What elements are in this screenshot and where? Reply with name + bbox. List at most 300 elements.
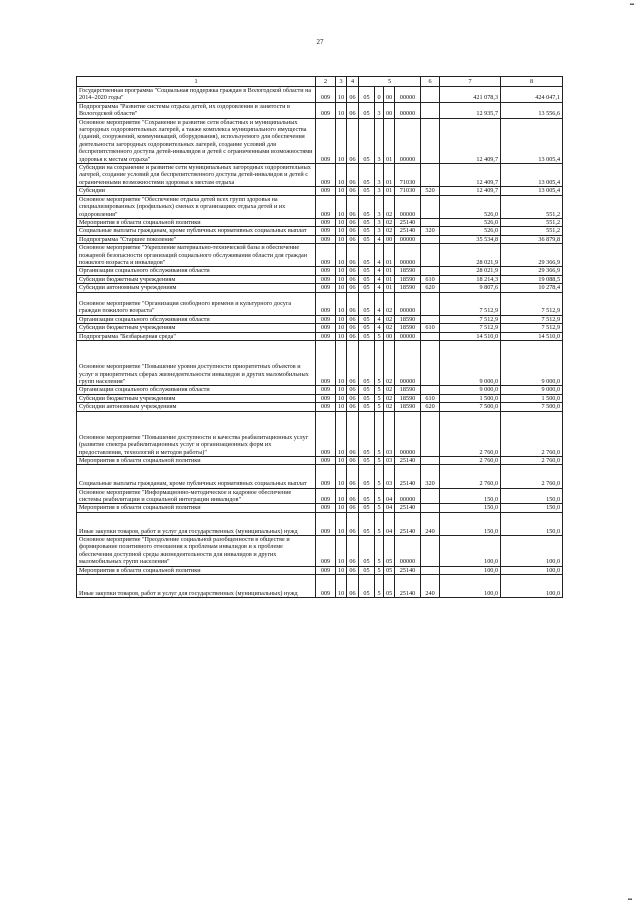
row-expense-type: [421, 164, 440, 187]
row-amount-2020: 2 760,0: [501, 411, 563, 456]
row-program-code: 05: [359, 118, 375, 163]
row-subsection: 06: [347, 164, 359, 187]
table-row: [77, 164, 563, 187]
budget-table: [76, 76, 563, 598]
row-subprogram-code: 5: [375, 394, 384, 402]
row-expense-type: [421, 504, 440, 512]
row-subsection: 06: [347, 284, 359, 292]
row-subsection: 06: [347, 244, 359, 267]
row-admin-code: 009: [316, 87, 336, 103]
row-subprogram-code: 4: [375, 275, 384, 283]
row-amount-2020: 100,0: [501, 575, 563, 598]
row-direction-code: 00000: [395, 411, 421, 456]
table-row: [77, 403, 563, 411]
row-amount-2020: 424 047,1: [501, 87, 563, 103]
row-measure-code: 05: [384, 575, 395, 598]
row-measure-code: 02: [384, 292, 395, 315]
row-section: 10: [336, 488, 347, 504]
row-direction-code: 00000: [395, 195, 421, 218]
row-amount-2019: 1 500,0: [440, 394, 501, 402]
row-amount-2020: 10 278,4: [501, 284, 563, 292]
row-measure-code: 00: [384, 87, 395, 103]
row-subprogram-code: 4: [375, 244, 384, 267]
row-direction-code: 18590: [395, 394, 421, 402]
row-admin-code: 009: [316, 566, 336, 574]
header-col-2: 2: [316, 77, 336, 87]
row-direction-code: 18590: [395, 403, 421, 411]
row-section: 10: [336, 187, 347, 195]
row-subprogram-code: 5: [375, 488, 384, 504]
table-row: [77, 324, 563, 332]
row-subsection: 06: [347, 403, 359, 411]
row-subprogram-code: 4: [375, 267, 384, 275]
row-measure-code: 02: [384, 315, 395, 323]
header-col-1: 1: [77, 77, 316, 87]
row-name: Субсидии на сохранение и развитие сети муниципальных загородных оздоровительных лагерей, создание условий для беспрепятственного доступа детей-инвалидов и детей с ограниченными возможностями здоровья к местам отдыха: [77, 164, 316, 187]
row-expense-type: 610: [421, 275, 440, 283]
row-direction-code: 25140: [395, 566, 421, 574]
row-amount-2020: 13 556,6: [501, 102, 563, 118]
row-subsection: 06: [347, 102, 359, 118]
row-amount-2020: 551,2: [501, 227, 563, 235]
row-admin-code: 009: [316, 535, 336, 566]
row-admin-code: 009: [316, 465, 336, 488]
row-amount-2019: 100,0: [440, 535, 501, 566]
row-expense-type: 620: [421, 403, 440, 411]
row-direction-code: 71030: [395, 187, 421, 195]
table-body: [77, 87, 563, 598]
row-subsection: 06: [347, 535, 359, 566]
row-admin-code: 009: [316, 118, 336, 163]
row-direction-code: 25140: [395, 504, 421, 512]
row-measure-code: 05: [384, 535, 395, 566]
row-expense-type: 320: [421, 465, 440, 488]
row-admin-code: 009: [316, 403, 336, 411]
row-section: 10: [336, 575, 347, 598]
table-row: [77, 332, 563, 340]
table-row: [77, 315, 563, 323]
row-subsection: 06: [347, 195, 359, 218]
header-col-7: 7: [440, 77, 501, 87]
row-subprogram-code: 4: [375, 324, 384, 332]
table-row: [77, 102, 563, 118]
row-amount-2020: 551,2: [501, 218, 563, 226]
row-name: Мероприятия в области социальной политики: [77, 456, 316, 464]
row-measure-code: 01: [384, 118, 395, 163]
row-section: 10: [336, 394, 347, 402]
row-program-code: 05: [359, 575, 375, 598]
row-amount-2020: 2 760,0: [501, 465, 563, 488]
row-amount-2020: 100,0: [501, 535, 563, 566]
row-subprogram-code: 5: [375, 456, 384, 464]
row-amount-2020: 13 005,4: [501, 187, 563, 195]
row-expense-type: [421, 292, 440, 315]
row-admin-code: 009: [316, 195, 336, 218]
row-subsection: 06: [347, 292, 359, 315]
row-subprogram-code: 3: [375, 195, 384, 218]
table-header: [77, 77, 563, 87]
row-admin-code: 009: [316, 164, 336, 187]
row-section: 10: [336, 275, 347, 283]
row-name: Субсидии бюджетным учреждениям: [77, 394, 316, 402]
row-name: Основное мероприятие "Информационно-методическое и кадровое обеспечение системы реабилитации и социальной интеграции инвалидов": [77, 488, 316, 504]
row-section: 10: [336, 218, 347, 226]
row-program-code: 05: [359, 504, 375, 512]
row-program-code: 05: [359, 403, 375, 411]
row-direction-code: 00000: [395, 235, 421, 243]
row-amount-2019: 9 000,0: [440, 340, 501, 385]
table-row: [77, 218, 563, 226]
row-subprogram-code: 5: [375, 411, 384, 456]
row-expense-type: [421, 488, 440, 504]
row-measure-code: 01: [384, 275, 395, 283]
table-row: [77, 267, 563, 275]
row-subprogram-code: 5: [375, 512, 384, 535]
row-subprogram-code: 5: [375, 504, 384, 512]
table-row: [77, 118, 563, 163]
row-admin-code: 009: [316, 235, 336, 243]
row-name: Основное мероприятие "Повышение уровня доступности приоритетных объектов и услуг в приоритетных сферах жизнедеятельности инвалидов и других маломобильных групп населения": [77, 340, 316, 385]
row-section: 10: [336, 465, 347, 488]
row-expense-type: [421, 456, 440, 464]
table-row: [77, 465, 563, 488]
row-amount-2020: 1 500,0: [501, 394, 563, 402]
row-subprogram-code: 0: [375, 87, 384, 103]
row-name: Субсидии бюджетным учреждениям: [77, 275, 316, 283]
row-section: 10: [336, 102, 347, 118]
header-col-4: 4: [347, 77, 359, 87]
row-amount-2019: 35 534,8: [440, 235, 501, 243]
row-subsection: 06: [347, 267, 359, 275]
row-subprogram-code: 5: [375, 403, 384, 411]
row-amount-2019: 2 760,0: [440, 411, 501, 456]
row-amount-2020: 29 366,9: [501, 267, 563, 275]
row-direction-code: 71030: [395, 164, 421, 187]
row-subsection: 06: [347, 218, 359, 226]
row-admin-code: 009: [316, 340, 336, 385]
row-amount-2019: 14 510,0: [440, 332, 501, 340]
table-row: [77, 87, 563, 103]
row-amount-2019: 2 760,0: [440, 465, 501, 488]
row-expense-type: [421, 118, 440, 163]
row-program-code: 05: [359, 465, 375, 488]
row-program-code: 05: [359, 102, 375, 118]
row-amount-2019: 9 000,0: [440, 386, 501, 394]
row-subsection: 06: [347, 394, 359, 402]
row-amount-2019: 18 214,3: [440, 275, 501, 283]
row-admin-code: 009: [316, 284, 336, 292]
row-direction-code: 25140: [395, 465, 421, 488]
row-program-code: 05: [359, 284, 375, 292]
row-name: Субсидии автономным учреждениям: [77, 284, 316, 292]
row-subsection: 06: [347, 386, 359, 394]
row-admin-code: 009: [316, 394, 336, 402]
row-section: 10: [336, 315, 347, 323]
row-amount-2019: 2 760,0: [440, 456, 501, 464]
table-row: [77, 195, 563, 218]
row-program-code: 05: [359, 324, 375, 332]
row-subprogram-code: 5: [375, 535, 384, 566]
row-program-code: 05: [359, 87, 375, 103]
row-direction-code: 25140: [395, 575, 421, 598]
row-direction-code: 18590: [395, 267, 421, 275]
table-row: [77, 244, 563, 267]
row-direction-code: 18590: [395, 315, 421, 323]
row-direction-code: 00000: [395, 292, 421, 315]
row-amount-2020: 150,0: [501, 504, 563, 512]
row-measure-code: 00: [384, 332, 395, 340]
row-name: Основное мероприятие "Повышение доступности и качества реабилитационных услуг (развитие спектра реабилитационных услуг и организационных форм их предоставления, технологий и методов работы)": [77, 411, 316, 456]
row-measure-code: 04: [384, 504, 395, 512]
table-row: [77, 187, 563, 195]
row-subprogram-code: 3: [375, 118, 384, 163]
row-program-code: 05: [359, 456, 375, 464]
row-section: 10: [336, 195, 347, 218]
row-section: 10: [336, 244, 347, 267]
row-section: 10: [336, 386, 347, 394]
row-expense-type: 240: [421, 512, 440, 535]
row-expense-type: [421, 411, 440, 456]
row-direction-code: 00000: [395, 244, 421, 267]
row-admin-code: 009: [316, 292, 336, 315]
row-program-code: 05: [359, 488, 375, 504]
row-amount-2019: 150,0: [440, 512, 501, 535]
row-measure-code: 03: [384, 411, 395, 456]
row-subprogram-code: 3: [375, 218, 384, 226]
row-measure-code: 00: [384, 235, 395, 243]
header-col-8: 8: [501, 77, 563, 87]
row-section: 10: [336, 504, 347, 512]
row-direction-code: 00000: [395, 102, 421, 118]
table-row: [77, 488, 563, 504]
row-admin-code: 009: [316, 324, 336, 332]
row-amount-2019: 12 409,7: [440, 164, 501, 187]
row-name: Организации социального обслуживания области: [77, 315, 316, 323]
row-name: Социальные выплаты гражданам, кроме публичных нормативных социальных выплат: [77, 465, 316, 488]
header-col-6: 6: [421, 77, 440, 87]
row-measure-code: 02: [384, 195, 395, 218]
row-direction-code: 18590: [395, 324, 421, 332]
row-admin-code: 009: [316, 187, 336, 195]
header-col-3: 3: [336, 77, 347, 87]
row-section: 10: [336, 227, 347, 235]
row-admin-code: 009: [316, 332, 336, 340]
row-program-code: 05: [359, 535, 375, 566]
row-subprogram-code: 5: [375, 465, 384, 488]
row-subsection: 06: [347, 456, 359, 464]
row-section: 10: [336, 512, 347, 535]
row-expense-type: 620: [421, 284, 440, 292]
table-row: [77, 411, 563, 456]
row-section: 10: [336, 456, 347, 464]
row-expense-type: [421, 102, 440, 118]
row-admin-code: 009: [316, 218, 336, 226]
row-expense-type: [421, 386, 440, 394]
row-name: Субсидии бюджетным учреждениям: [77, 324, 316, 332]
row-program-code: 05: [359, 332, 375, 340]
row-amount-2019: 12 409,7: [440, 118, 501, 163]
row-expense-type: [421, 218, 440, 226]
row-name: Основное мероприятие "Укрепление материально-технической базы и обеспечение пожарной безопасности организаций социального обслуживания области для граждан пожилого возраста и инвалидов": [77, 244, 316, 267]
row-subsection: 06: [347, 332, 359, 340]
table-row: [77, 386, 563, 394]
row-amount-2020: 19 088,5: [501, 275, 563, 283]
row-direction-code: 18590: [395, 284, 421, 292]
row-subsection: 06: [347, 235, 359, 243]
row-program-code: 05: [359, 394, 375, 402]
header-col-5: 5: [359, 77, 421, 87]
header-row: [77, 77, 563, 87]
row-name: Основное мероприятие "Преодоление социальной разобщенности в обществе и формирование позитивного отношения к проблемам инвалидов и к проблеме обеспечения доступной среды жизнедеятельности для инвалидов и других маломобильных групп населения": [77, 535, 316, 566]
row-direction-code: 25140: [395, 456, 421, 464]
row-section: 10: [336, 403, 347, 411]
row-subprogram-code: 5: [375, 386, 384, 394]
row-subprogram-code: 5: [375, 332, 384, 340]
row-subprogram-code: 5: [375, 340, 384, 385]
row-expense-type: 520: [421, 187, 440, 195]
row-subsection: 06: [347, 275, 359, 283]
row-subsection: 06: [347, 512, 359, 535]
row-admin-code: 009: [316, 267, 336, 275]
row-amount-2019: 7 512,9: [440, 324, 501, 332]
row-admin-code: 009: [316, 275, 336, 283]
row-amount-2019: 7 512,9: [440, 292, 501, 315]
row-expense-type: [421, 315, 440, 323]
row-admin-code: 009: [316, 102, 336, 118]
row-amount-2019: 7 512,9: [440, 315, 501, 323]
row-admin-code: 009: [316, 512, 336, 535]
row-measure-code: 02: [384, 394, 395, 402]
row-measure-code: 02: [384, 340, 395, 385]
row-direction-code: 00000: [395, 118, 421, 163]
row-subsection: 06: [347, 340, 359, 385]
row-section: 10: [336, 235, 347, 243]
row-program-code: 05: [359, 195, 375, 218]
row-expense-type: [421, 566, 440, 574]
table-row: [77, 504, 563, 512]
row-admin-code: 009: [316, 575, 336, 598]
row-subsection: 06: [347, 324, 359, 332]
row-amount-2019: 100,0: [440, 566, 501, 574]
row-expense-type: [421, 235, 440, 243]
row-section: 10: [336, 87, 347, 103]
row-measure-code: 02: [384, 324, 395, 332]
row-measure-code: 01: [384, 244, 395, 267]
row-expense-type: 610: [421, 394, 440, 402]
row-subprogram-code: 4: [375, 315, 384, 323]
row-measure-code: 02: [384, 227, 395, 235]
row-section: 10: [336, 340, 347, 385]
row-measure-code: 05: [384, 566, 395, 574]
row-program-code: 05: [359, 218, 375, 226]
table-row: [77, 512, 563, 535]
row-measure-code: 02: [384, 218, 395, 226]
row-subsection: 06: [347, 411, 359, 456]
row-section: 10: [336, 324, 347, 332]
row-name: Основное мероприятие "Сохранение и развитие сети областных и муниципальных загородных оздоровительных лагерей, а также комплекса муниципального имущества (зданий, сооружений, коммуникаций, оборудования), используемого для обеспечения деятельности загородных оздоровительных лагерей, создание условий для беспрепятственного доступа детей-инвалидов и детей с ограниченными возможностями здоровья к местам отдыха": [77, 118, 316, 163]
row-amount-2020: 14 510,0: [501, 332, 563, 340]
table-row: [77, 340, 563, 385]
row-direction-code: 00000: [395, 340, 421, 385]
row-admin-code: 009: [316, 411, 336, 456]
row-subprogram-code: 3: [375, 187, 384, 195]
row-subsection: 06: [347, 227, 359, 235]
row-amount-2020: 551,2: [501, 195, 563, 218]
row-amount-2020: 13 005,4: [501, 118, 563, 163]
row-expense-type: [421, 267, 440, 275]
row-amount-2019: 9 807,6: [440, 284, 501, 292]
row-subsection: 06: [347, 488, 359, 504]
row-expense-type: [421, 332, 440, 340]
row-subprogram-code: 3: [375, 102, 384, 118]
row-measure-code: 03: [384, 465, 395, 488]
row-program-code: 05: [359, 512, 375, 535]
table-row: [77, 292, 563, 315]
row-direction-code: 00000: [395, 488, 421, 504]
row-expense-type: [421, 87, 440, 103]
row-amount-2020: 9 000,0: [501, 340, 563, 385]
row-admin-code: 009: [316, 315, 336, 323]
row-section: 10: [336, 267, 347, 275]
table-row: [77, 566, 563, 574]
row-subsection: 06: [347, 187, 359, 195]
row-direction-code: 25140: [395, 512, 421, 535]
row-name: Субсидии автономным учреждениям: [77, 403, 316, 411]
row-admin-code: 009: [316, 488, 336, 504]
row-name: Основное мероприятие "Обеспечение отдыха детей всех групп здоровья на специализированных (профильных) сменах в организациях отдыха детей и их оздоровления": [77, 195, 316, 218]
row-expense-type: 610: [421, 324, 440, 332]
row-subsection: 06: [347, 575, 359, 598]
row-amount-2020: 29 366,9: [501, 244, 563, 267]
table-row: [77, 394, 563, 402]
row-name: Основное мероприятие "Организация свободного времени и культурного досуга граждан пожилого возраста": [77, 292, 316, 315]
row-subprogram-code: 4: [375, 235, 384, 243]
row-name: Подпрограмма "Безбарьерная среда": [77, 332, 316, 340]
row-subprogram-code: 5: [375, 575, 384, 598]
table-row: [77, 456, 563, 464]
row-program-code: 05: [359, 244, 375, 267]
row-name: Мероприятия в области социальной политики: [77, 218, 316, 226]
row-measure-code: 02: [384, 403, 395, 411]
row-expense-type: [421, 195, 440, 218]
row-section: 10: [336, 164, 347, 187]
row-amount-2019: 526,0: [440, 227, 501, 235]
row-name: Субсидии: [77, 187, 316, 195]
row-program-code: 05: [359, 275, 375, 283]
row-subsection: 06: [347, 87, 359, 103]
row-name: Мероприятия в области социальной политики: [77, 504, 316, 512]
row-name: Подпрограмма "Развитие системы отдыха детей, их оздоровления и занятости в Вологодской области": [77, 102, 316, 118]
table-row: [77, 535, 563, 566]
corner-mark-bottom: ▪▪: [627, 897, 632, 903]
row-admin-code: 009: [316, 386, 336, 394]
row-amount-2020: 9 000,0: [501, 386, 563, 394]
row-amount-2019: 100,0: [440, 575, 501, 598]
row-program-code: 05: [359, 187, 375, 195]
row-amount-2019: 12 935,7: [440, 102, 501, 118]
row-subprogram-code: 5: [375, 566, 384, 574]
row-program-code: 05: [359, 227, 375, 235]
row-name: Организации социального обслуживания области: [77, 386, 316, 394]
row-amount-2020: 2 760,0: [501, 456, 563, 464]
row-expense-type: [421, 244, 440, 267]
row-program-code: 05: [359, 340, 375, 385]
row-amount-2019: 12 409,7: [440, 187, 501, 195]
row-amount-2020: 7 512,9: [501, 292, 563, 315]
table-row: [77, 275, 563, 283]
row-admin-code: 009: [316, 456, 336, 464]
row-amount-2020: 36 879,8: [501, 235, 563, 243]
